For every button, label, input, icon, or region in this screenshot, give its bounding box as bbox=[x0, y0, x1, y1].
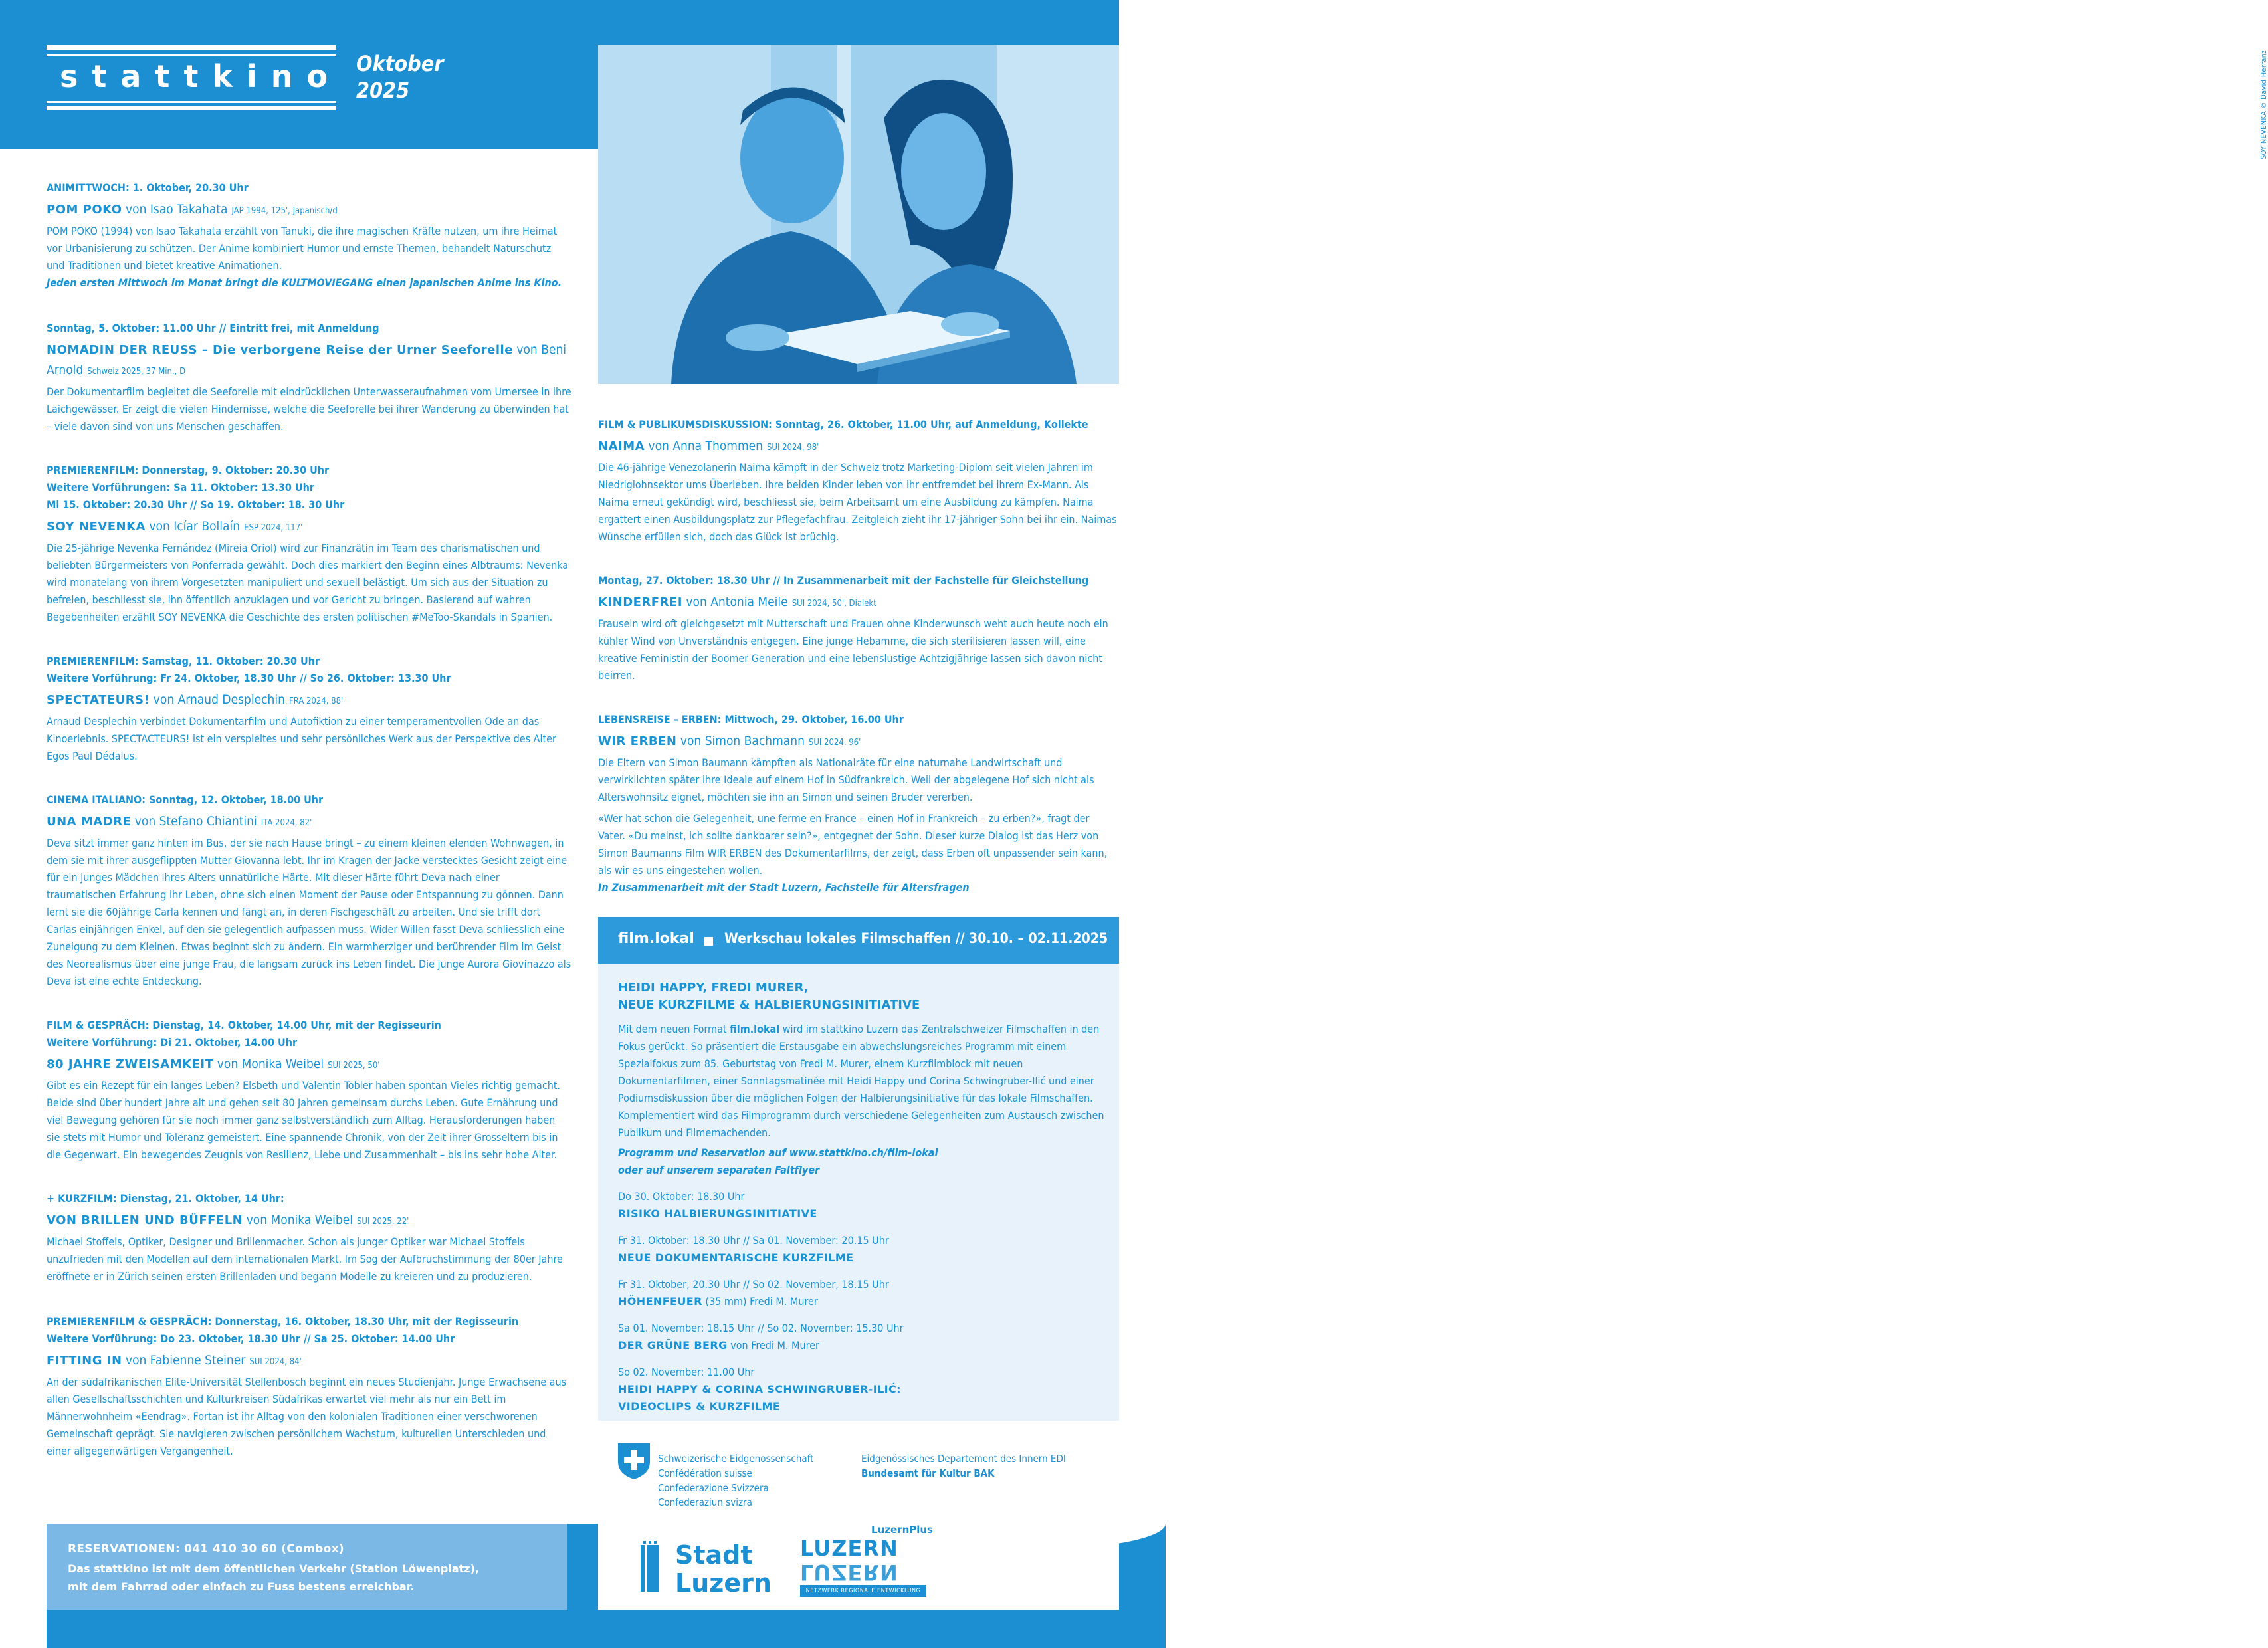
event-title-line bbox=[598, 436, 1119, 458]
event-title[interactable]: WIR ERBEN bbox=[598, 734, 677, 748]
event-block bbox=[47, 653, 571, 765]
event-details: SUI 2025, 22' bbox=[356, 1217, 409, 1227]
event-block bbox=[47, 179, 571, 292]
event-title[interactable]: UNA MADRE bbox=[47, 815, 132, 829]
event-details: Schweiz 2025, 37 Min., D bbox=[87, 367, 186, 377]
event-details: JAP 1994, 125', Japanisch/d bbox=[231, 206, 338, 216]
filmlokal-text bbox=[618, 1021, 1106, 1142]
program-item bbox=[618, 1232, 1106, 1267]
event-block bbox=[47, 791, 571, 990]
event-schedule: Weitere Vorführung: Do 23. Oktober, 18.30 Uhr // Sa 25. Oktober: 14.00 Uhr bbox=[47, 1332, 455, 1345]
event-schedule: Weitere Vorführung: Fr 24. Oktober, 18.30 Uhr // So 26. Oktober: 13.30 Uhr bbox=[47, 672, 451, 684]
event-title-line bbox=[47, 1054, 571, 1076]
program-item bbox=[618, 1364, 1106, 1415]
event-details: FRA 2024, 88' bbox=[288, 696, 344, 706]
federal-language-line: Confederaziun svizra bbox=[658, 1496, 752, 1508]
transport-info bbox=[68, 1560, 560, 1596]
event-schedule: Weitere Vorführungen: Sa 11. Oktober: 13.30 Uhr bbox=[47, 481, 314, 494]
event-title-line bbox=[47, 516, 571, 538]
program-item bbox=[618, 1320, 1106, 1354]
event-director: von Monika Weibel bbox=[246, 1213, 353, 1227]
event-director: von Icíar Bollaín bbox=[149, 519, 241, 534]
program-title[interactable]: HEIDI HAPPY & CORINA SCHWINGRUBER-ILIĆ: bbox=[618, 1383, 901, 1395]
event-description: Michael Stoffels, Optiker, Designer und Brillenmacher. Schon als junger Optiker war Michael Stoffels unzufrieden mit den Modellen auf dem internationalen Markt. Im Sog der Aufbruchstimmung der 80er Jahre eröffnete er in Zürich seinen ersten Brillenladen und begann Modelle zu kreieren und zu produzieren. bbox=[47, 1235, 563, 1283]
event-description: An der südafrikanischen Elite-Universität Stellenbosch beginnt ein neues Studienjahr. Junge Erwachsene aus allen Gesellschaftsschichten und Kulturkreisen Südafrikas erwartet viel mehr als nur ein Bett im Männerwohnheim «Eendrag». Fortan ist ihr Alltag von den kolonialen Traditionen einer verschworenen Gemeinschaft geprägt. Sie navigieren zwischen persönlichem Wachstum, kulturellen Unterschieden und einer allgegenwärtigen Vergangenheit. bbox=[47, 1376, 567, 1457]
event-title-line bbox=[47, 811, 571, 833]
federal-language-line: Confederazione Svizzera bbox=[658, 1482, 769, 1494]
filmlokal-title-line: HEIDI HAPPY, FREDI MURER, bbox=[618, 981, 809, 995]
event-description: POM POKO (1994) von Isao Takahata erzählt von Tanuki, die ihre magischen Kräfte nutzen, um ihre Heimat vor Urbanisierung zu schützen. Der Anime kombiniert Humor und ernste Themen, behandelt Naturschutz und Traditionen und bietet kreative Animationen. bbox=[47, 225, 558, 272]
event-title-line bbox=[47, 340, 571, 382]
filmlokal-text-bold: film.lokal bbox=[730, 1023, 780, 1035]
event-schedule: Weitere Vorführung: Di 21. Oktober, 14.00 Uhr bbox=[47, 1036, 298, 1049]
event-description: Die 46-jährige Venezolanerin Naima kämpft in der Schweiz trotz Marketing-Diplom seit vielen Jahren im Niedriglohnsektor ums Überleben. Ihre beiden Kinder leben von ihr entfremdet bei ihrem Ex-Mann. Als Naima erneut gekündigt wird, beschliesst sie, beim Arbeitsamt um eine Ausbildung zu kämpfen. Naima ergattert einen Ausbildungsplatz zur Pflegefachfrau. Zeitgleich zieht ihr 17-jähriger Sohn bei ihr ein. Naimas Wünsche erfüllen sich, doch das Glück ist brüchig. bbox=[598, 461, 1117, 543]
event-director: von Simon Bachmann bbox=[680, 734, 805, 748]
filmlokal-link[interactable] bbox=[618, 1144, 1106, 1179]
event-block bbox=[598, 416, 1119, 546]
federal-language-line: Schweizerische Eidgenossenschaft bbox=[658, 1453, 814, 1465]
event-details: SUI 2025, 50' bbox=[328, 1061, 380, 1071]
event-schedule: LEBENSREISE – ERBEN: Mittwoch, 29. Oktober, 16.00 Uhr bbox=[598, 713, 904, 726]
filmlokal-text-part: wird im stattkino Luzern das Zentralschweizer Filmschaffen in den Fokus gerückt. So präsentiert die Erstausgabe ein abwechslungsreiches Programm mit einem Spezialfokus zum 85. Geburtstag von Fredi M. Murer, einem Kurzfilmblock mit neuen Dokumentarfilmen, einer Sonntagsmatinée mit Heidi Happy und Corina Schwingruber-Ilić und einer Podiumsdiskussion über die möglichen Folgen der Halbierungsinitiative für das lokale Filmschaffen. Komplementiert wird das Filmprogramm durch verschiedene Gelegenheiten zum Austausch zwischen Publikum und Filmemachenden. bbox=[618, 1023, 1104, 1139]
event-title[interactable]: POM POKO bbox=[47, 203, 122, 217]
swiss-federal-logo bbox=[617, 1442, 651, 1483]
program-title-line bbox=[618, 1293, 1106, 1310]
transport-info-line: mit dem Fahrrad oder einfach zu Fuss bestens erreichbar. bbox=[68, 1580, 415, 1593]
edi-text bbox=[861, 1451, 1066, 1481]
event-director: von Stefano Chiantini bbox=[134, 814, 257, 829]
program-title-line bbox=[618, 1381, 1106, 1398]
filmlokal-link-line[interactable]: Programm und Reservation auf www.stattkino.ch/film-lokal bbox=[618, 1146, 938, 1159]
filmlokal-header[interactable] bbox=[598, 917, 1119, 964]
event-description: Frausein wird oft gleichgesetzt mit Mutterschaft und Frauen ohne Kinderwunsch weht auch heute noch ein kühler Wind von Unverständnis entgegen. Eine junge Hebamme, die sich sterilisieren lassen will, eine kreative Feministin der Boomer Generation und eine lebenslustige Achtzigjährige lassen sich davon nicht beirren. bbox=[598, 617, 1108, 682]
program-title[interactable]: NEUE DOKUMENTARISCHE KURZFILME bbox=[618, 1251, 854, 1264]
event-details: SUI 2024, 84' bbox=[249, 1357, 302, 1367]
event-schedule: ANIMITTWOCH: 1. Oktober, 20.30 Uhr bbox=[47, 181, 249, 194]
event-schedule: + KURZFILM: Dienstag, 21. Oktober, 14 Uhr: bbox=[47, 1192, 284, 1205]
federal-language-line: Confédération suisse bbox=[658, 1467, 752, 1479]
luzernplus-subline: NETZWERK REGIONALE ENTWICKLUNG bbox=[800, 1585, 926, 1597]
event-description: Die Eltern von Simon Baumann kämpften als Nationalräte für eine naturnahe Landwirtschaft und verwirklichten später ihre Ideale auf einem Hof in Südfrankreich. Weil der abgelegene Hof sich nicht als Alterswohnsitz eignet, möchten sie ihn an Simon und seinen Bruder vererben. bbox=[598, 756, 1094, 803]
luzernplus-top: LuzernPlus bbox=[871, 1524, 933, 1536]
event-block bbox=[598, 711, 1119, 896]
event-schedule: PREMIERENFILM: Donnerstag, 9. Oktober: 20.30 Uhr bbox=[47, 464, 330, 476]
side-strip bbox=[1119, 0, 2268, 1648]
transport-info-line: Das stattkino ist mit dem öffentlichen Verkehr (Station Löwenplatz), bbox=[68, 1562, 479, 1575]
event-schedule: Mi 15. Oktober: 20.30 Uhr // So 19. Oktober: 18. 30 Uhr bbox=[47, 498, 345, 511]
event-director: von Arnaud Desplechin bbox=[153, 692, 285, 707]
event-details: SUI 2024, 96' bbox=[808, 738, 861, 748]
issue-date bbox=[356, 51, 444, 104]
program-date: Fr 31. Oktober: 18.30 Uhr // Sa 01. November: 20.15 Uhr bbox=[618, 1234, 889, 1247]
bak-line: Bundesamt für Kultur BAK bbox=[861, 1467, 995, 1479]
event-note: In Zusammenarbeit mit der Stadt Luzern, Fachstelle für Altersfragen bbox=[598, 881, 970, 894]
edi-line: Eidgenössisches Departement des Innern EDI bbox=[861, 1453, 1066, 1465]
event-details: SUI 2024, 50', Dialekt bbox=[791, 599, 876, 609]
swiss-federal-text bbox=[658, 1451, 813, 1510]
event-block bbox=[598, 572, 1119, 684]
logo-text: stattkino bbox=[60, 58, 342, 94]
event-details: ITA 2024, 82' bbox=[260, 818, 312, 828]
film-still-illustration bbox=[598, 45, 1119, 384]
event-details: SUI 2024, 98' bbox=[766, 443, 819, 453]
filmlokal-text-part: Mit dem neuen Format bbox=[618, 1023, 730, 1035]
event-schedule: FILM & GESPRÄCH: Dienstag, 14. Oktober, 14.00 Uhr, mit der Regisseurin bbox=[47, 1019, 441, 1031]
event-title[interactable]: NOMADIN DER REUSS – Die verborgene Reise der Urner Seeforelle bbox=[47, 343, 513, 357]
event-title-line bbox=[598, 592, 1119, 614]
program-title-line bbox=[618, 1205, 1106, 1223]
filmlokal-link-line: oder auf unserem separaten Faltflyer bbox=[618, 1164, 820, 1176]
event-title[interactable]: SOY NEVENKA bbox=[47, 520, 146, 534]
program-item bbox=[618, 1188, 1106, 1223]
filmlokal-title-line: NEUE KURZFILME & HALBIERUNGSINITIATIVE bbox=[618, 998, 920, 1012]
event-block bbox=[47, 462, 571, 626]
event-schedule: CINEMA ITALIANO: Sonntag, 12. Oktober, 18.00 Uhr bbox=[47, 793, 324, 806]
event-title[interactable]: 80 JAHRE ZWEISAMKEIT bbox=[47, 1057, 214, 1071]
event-details: ESP 2024, 117' bbox=[244, 523, 303, 533]
event-title-line bbox=[47, 690, 571, 712]
film-still-photo bbox=[598, 45, 1119, 384]
event-note: Jeden ersten Mittwoch im Monat bringt die KULTMOVIEGANG einen japanischen Anime ins Kino. bbox=[47, 276, 562, 289]
event-schedule: PREMIERENFILM & GESPRÄCH: Donnerstag, 16. Oktober, 18.30 Uhr, mit der Regisseurin bbox=[47, 1315, 519, 1328]
filmlokal-label: film.lokal bbox=[618, 930, 694, 947]
event-block bbox=[47, 1313, 571, 1460]
program-date: Do 30. Oktober: 18.30 Uhr bbox=[618, 1190, 745, 1203]
event-description: Die 25-jährige Nevenka Fernández (Mireia Oriol) wird zur Finanzrätin im Team des charismatischen und beliebten Bürgermeisters von Ponferrada gewählt. Doch dies markiert den Beginn eines Albtraums: Nevenka wird monatelang von ihrem Vorgesetzten manipuliert und sexuell belästigt. Um sich aus der Situation zu befreien, beschliesst sie, ihn öffentlich anzuklagen und vor Gericht zu bringen. Basierend auf wahren Begebenheiten erzählt SOY NEVENKA die Geschichte des ersten politischen #MeToo-Skandals in Spanien. bbox=[47, 542, 569, 623]
filmlokal-title bbox=[618, 979, 1106, 1014]
reservation-phone[interactable]: RESERVATIONEN: 041 410 30 60 (Combox) bbox=[68, 1542, 344, 1556]
event-director: von Fabienne Steiner bbox=[125, 1353, 246, 1368]
event-director: von Antonia Meile bbox=[686, 595, 788, 609]
event-title[interactable]: SPECTATEURS! bbox=[47, 693, 150, 707]
program-title-line bbox=[618, 1398, 1106, 1415]
program-title-line bbox=[618, 1337, 1106, 1354]
stattkino-logo[interactable] bbox=[47, 45, 342, 110]
reservation-box bbox=[47, 1524, 567, 1610]
event-title[interactable]: NAIMA bbox=[598, 439, 645, 453]
luzernplus-word: LUZERN bbox=[800, 1536, 898, 1561]
event-director: von Beni Arnold bbox=[47, 342, 567, 377]
event-block bbox=[47, 1190, 571, 1285]
program-date: Sa 01. November: 18.15 Uhr // So 02. November: 15.30 Uhr bbox=[618, 1322, 904, 1334]
program-title[interactable]: HÖHENFEUER bbox=[618, 1295, 702, 1308]
event-schedule: PREMIERENFILM: Samstag, 11. Oktober: 20.30 Uhr bbox=[47, 655, 320, 667]
event-director: von Isao Takahata bbox=[126, 202, 228, 217]
filmlokal-program bbox=[618, 1188, 1106, 1415]
filmlokal-subtitle: Werkschau lokales Filmschaffen // 30.10. – 02.11.2025 bbox=[724, 930, 1108, 946]
event-schedule: Sonntag, 5. Oktober: 11.00 Uhr // Eintritt frei, mit Anmeldung bbox=[47, 322, 379, 334]
luzernplus-logo[interactable] bbox=[800, 1524, 933, 1603]
program-title[interactable]: RISIKO HALBIERUNGSINITIATIVE bbox=[618, 1207, 817, 1220]
swiss-cross-shield-icon bbox=[617, 1442, 651, 1481]
event-title[interactable]: VON BRILLEN UND BÜFFELN bbox=[47, 1213, 243, 1227]
event-description: Der Dokumentarfilm begleitet die Seeforelle mit eindrücklichen Unterwasseraufnahmen vom Urnersee in ihre Laichgewässer. Er zeigt die vielen Hindernisse, welche die Seeforelle bei ihrer Wanderung zu überwinden hat – viele davon sind von uns Menschen geschaffen. bbox=[47, 385, 571, 433]
right-column bbox=[598, 416, 1119, 896]
luzernplus-word-mirrored: LUZERN bbox=[800, 1560, 898, 1585]
event-director: von Monika Weibel bbox=[217, 1057, 324, 1071]
event-title-line bbox=[47, 199, 571, 221]
event-title-line bbox=[47, 1350, 571, 1372]
event-title-line bbox=[47, 1210, 571, 1232]
event-title[interactable]: FITTING IN bbox=[47, 1354, 122, 1368]
program-extra: von Fredi M. Murer bbox=[727, 1339, 819, 1352]
program-date: Fr 31. Oktober, 20.30 Uhr // So 02. November, 18.15 Uhr bbox=[618, 1278, 889, 1290]
issue-month: Oktober bbox=[356, 51, 444, 76]
program-item bbox=[618, 1276, 1106, 1310]
event-description: Gibt es ein Rezept für ein langes Leben? Elsbeth und Valentin Tobler haben spontan Vieles richtig gemacht. Beide sind über hundert Jahre alt und gehen seit 80 Jahren gemeinsam durchs Leben. Gute Ernährung und viel Bewegung gehören für sie noch immer ganz selbstverständlich zum Alltag. Herausforderungen haben sie stets mit Humor und Toleranz gemeistert. Eine spannende Chronik, von der Zeit ihrer Grosseltern bis in die Gegenwart. Ein bewegendes Zeugnis von Resilienz, Liebe und Zusammenhalt – bis ins sehr hohe Alter. bbox=[47, 1079, 561, 1161]
program-title-line bbox=[618, 1249, 1106, 1267]
program-date: So 02. November: 11.00 Uhr bbox=[618, 1366, 755, 1378]
program-title[interactable]: DER GRÜNE BERG bbox=[618, 1339, 728, 1352]
event-schedule: FILM & PUBLIKUMSDISKUSSION: Sonntag, 26. Oktober, 11.00 Uhr, auf Anmeldung, Kollekte bbox=[598, 418, 1088, 431]
event-title-line bbox=[598, 731, 1119, 753]
event-block bbox=[47, 320, 571, 435]
photo-credit: SOY NEVENKA © David Herranz bbox=[2259, 50, 2268, 159]
event-description: Arnaud Desplechin verbindet Dokumentarfilm und Autofiktion zu einer temperamentvollen Ode an das Kinoerlebnis. SPECTACTEURS! ist ein verspieltes und sehr persönliches Werk aus der Perspektive des Alter Egos Paul Dédalus. bbox=[47, 715, 556, 762]
event-description: Deva sitzt immer ganz hinten im Bus, der sie nach Hause bringt – zu einem kleinen elenden Wohnwagen, in dem sie mit ihrer ausgeflippten Mutter Giovanna lebt. Ihr im Kragen der Jacke verstecktes Gesicht zeigt eine für ein junges Mädchen ihres Alters unnatürliche Härte. Mit dieser Härte führt Deva nach einer traumatischen Erfahrung ihr Leben, ohne sich einen Moment der Pause oder Entspannung zu gönnen. Dann lernt sie die 60jährige Carla kennen und fängt an, in deren Fischgeschäft zu arbeiten. Und sie trifft dort Carlas einjährigen Enkel, auf den sie gelegentlich aufpassen muss. Wider Willen fasst Deva schliesslich eine Zuneigung zu dem Kleinen. Etwas beginnt sich zu ändern. Ein warmherziger und berührender Film im Geist des Neorealismus über eine junge Frau, die langsam zurück ins Leben findet. Die junge Aurora Giovinazzo als Deva ist eine echte Entdeckung. bbox=[47, 837, 571, 987]
issue-year: 2025 bbox=[356, 78, 410, 103]
event-schedule: Montag, 27. Oktober: 18.30 Uhr // In Zusammenarbeit mit der Fachstelle für Gleichstellung bbox=[598, 574, 1089, 587]
luzern-word: Luzern bbox=[675, 1568, 772, 1597]
event-title[interactable]: KINDERFREI bbox=[598, 595, 682, 609]
stadt-word: Stadt bbox=[675, 1540, 753, 1570]
event-director: von Anna Thommen bbox=[648, 439, 763, 453]
left-column bbox=[47, 179, 571, 1460]
program-extra: (35 mm) Fredi M. Murer bbox=[702, 1295, 818, 1308]
filmlokal-panel bbox=[598, 964, 1119, 1421]
event-block bbox=[47, 1017, 571, 1164]
stadt-luzern-logo[interactable] bbox=[641, 1538, 793, 1601]
square-bullet-icon bbox=[704, 937, 713, 946]
event-description: «Wer hat schon die Gelegenheit, une ferme en France – einen Hof in Frankreich – zu erben?», fragt der Vater. «Du meinst, ich sollte dankbarer sein?», entgegnet der Sohn. Dieser kurze Dialog ist das Herz von Simon Baumanns Film WIR ERBEN des Dokumentarfilms, der zeigt, dass Erben oft unpassender sein kann, als wir es uns eingestehen wollen. bbox=[598, 812, 1108, 876]
program-title: VIDEOCLIPS & KURZFILME bbox=[618, 1400, 781, 1413]
